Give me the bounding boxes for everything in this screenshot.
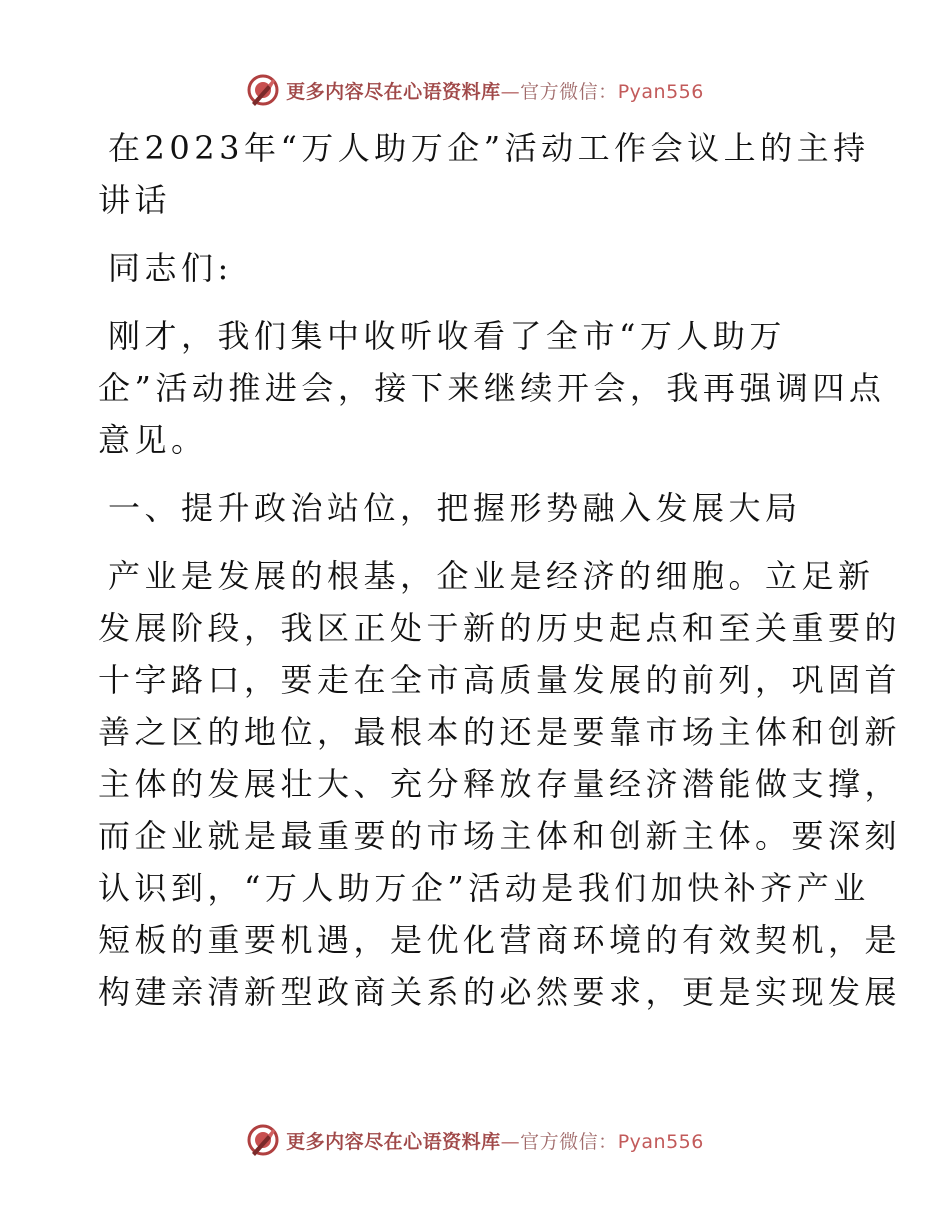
title-line: 讲话 <box>98 181 172 219</box>
section1-paragraph <box>98 550 902 1018</box>
paragraph-line: 刚才，我们集中收听收看了全市“万人助万 <box>108 317 786 355</box>
pen-logo-icon <box>246 73 280 107</box>
paragraph-line: 产业是发展的根基，企业是经济的细胞。立足新 <box>108 557 875 595</box>
salutation: 同志们: <box>108 249 233 287</box>
watermark-wechat-label: 官方微信： <box>520 80 618 103</box>
section-heading: 一、提升政治站位，把握形势融入发展大局 <box>108 489 802 527</box>
paragraph-line: 发展阶段，我区正处于新的历史起点和至关重要的 <box>98 609 902 647</box>
footer-watermark-banner <box>0 1120 950 1160</box>
paragraph-line: 主体的发展壮大、充分释放存量经济潜能做支撑， <box>98 765 902 803</box>
title-line: 在2023年“万人助万企”活动工作会议上的主持 <box>108 129 870 167</box>
watermark-text <box>286 1127 704 1154</box>
watermark-site-name: 更多内容尽在心语资料库 <box>286 80 501 103</box>
paragraph-line: 企”活动推进会，接下来继续开会，我再强调四点 <box>98 369 886 407</box>
watermark-site-name: 更多内容尽在心语资料库 <box>286 1130 501 1153</box>
paragraph-line: 短板的重要机遇，是优化营商环境的有效契机，是 <box>98 921 902 959</box>
paragraph-line: 而企业就是最重要的市场主体和创新主体。要深刻 <box>98 817 902 855</box>
header-watermark-banner <box>0 70 950 110</box>
watermark-wechat-handle: Pyan556 <box>617 80 704 103</box>
paragraph-line: 善之区的地位，最根本的还是要靠市场主体和创新 <box>98 713 902 751</box>
paragraph-line: 构建亲清新型政商关系的必然要求，更是实现发展 <box>98 973 902 1011</box>
watermark-wechat-handle: Pyan556 <box>617 1130 704 1153</box>
pen-logo-icon <box>246 1123 280 1157</box>
watermark-wechat-label: 官方微信： <box>520 1130 618 1153</box>
watermark-dash: — <box>500 1130 521 1153</box>
watermark-text <box>286 77 704 104</box>
paragraph-line: 意见。 <box>98 421 208 459</box>
paragraph-line: 十字路口，要走在全市高质量发展的前列，巩固首 <box>98 661 902 699</box>
document-title <box>98 122 870 226</box>
document-body <box>98 122 902 1018</box>
intro-paragraph <box>98 310 886 466</box>
paragraph-line: 认识到，“万人助万企”活动是我们加快补齐产业 <box>98 869 870 907</box>
watermark-dash: — <box>500 80 521 103</box>
